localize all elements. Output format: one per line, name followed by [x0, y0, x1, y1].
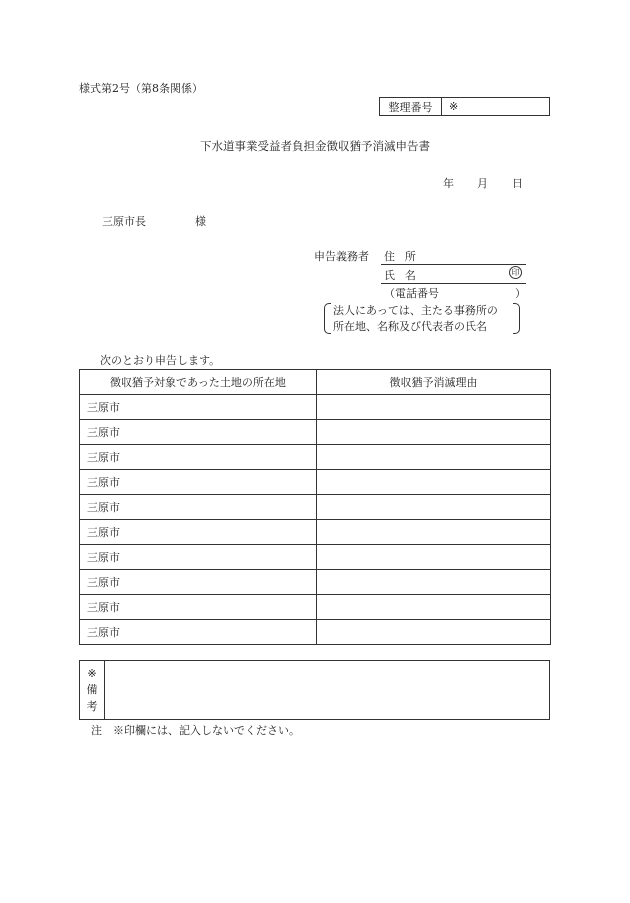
address-label: 住所	[384, 250, 426, 263]
document-title: 下水道事業受益者負担金徴収猶予消滅申告書	[200, 139, 430, 153]
location-cell[interactable]: 三原市	[80, 620, 317, 645]
declarant-label: 申告義務者	[314, 250, 369, 263]
name-label: 氏名	[384, 269, 426, 282]
table-row	[80, 520, 551, 545]
location-cell[interactable]: 三原市	[80, 445, 317, 470]
table-row	[80, 420, 551, 445]
footnote: 注 ※印欄には、記入しないでください。	[91, 724, 300, 737]
intro-text: 次のとおり申告します。	[100, 354, 221, 367]
table-row	[80, 470, 551, 495]
location-cell[interactable]: 三原市	[80, 420, 317, 445]
table-row	[80, 570, 551, 595]
corp-note-bracket-right	[513, 303, 520, 334]
reference-number-box	[379, 97, 550, 116]
reason-cell[interactable]	[317, 445, 551, 470]
remarks-mark: ※	[87, 667, 97, 681]
table-row	[80, 620, 551, 645]
table-row	[80, 495, 551, 520]
seal-mark: 印	[509, 266, 522, 279]
location-cell[interactable]: 三原市	[80, 395, 317, 420]
reference-number-value: ※	[449, 100, 459, 113]
corp-note-line-1: 法人にあっては、主たる事務所の	[333, 304, 498, 317]
date-year-label: 年	[443, 177, 454, 190]
remarks-char-2: 考	[86, 699, 98, 713]
reason-cell[interactable]	[317, 570, 551, 595]
table-row	[80, 545, 551, 570]
location-cell[interactable]: 三原市	[80, 520, 317, 545]
location-cell[interactable]: 三原市	[80, 545, 317, 570]
table-header-row	[80, 370, 551, 395]
reference-number-label: 整理番号	[380, 98, 442, 115]
table-row	[80, 445, 551, 470]
date-month-label: 月	[477, 177, 488, 190]
reason-cell[interactable]	[317, 420, 551, 445]
reason-cell[interactable]	[317, 520, 551, 545]
header-location: 徴収猶予対象であった土地の所在地	[80, 370, 317, 395]
location-cell[interactable]: 三原市	[80, 570, 317, 595]
reason-cell[interactable]	[317, 395, 551, 420]
table-row	[80, 395, 551, 420]
header-reason: 徴収猶予消滅理由	[317, 370, 551, 395]
corp-note-line-2: 所在地、名称及び代表者の氏名	[333, 320, 487, 333]
address-line	[381, 264, 526, 265]
location-cell[interactable]: 三原市	[80, 470, 317, 495]
form-number: 様式第2号（第8条関係）	[79, 82, 203, 95]
reason-cell[interactable]	[317, 595, 551, 620]
phone-close-paren: ）	[515, 287, 526, 300]
addressee-name: 三原市長	[102, 215, 146, 228]
name-line	[381, 283, 526, 284]
deferral-table	[79, 369, 551, 645]
reason-cell[interactable]	[317, 495, 551, 520]
remarks-label	[80, 661, 105, 719]
location-cell[interactable]: 三原市	[80, 495, 317, 520]
table-row	[80, 595, 551, 620]
remarks-box[interactable]	[79, 660, 550, 720]
addressee-honorific: 様	[195, 215, 206, 228]
reason-cell[interactable]	[317, 620, 551, 645]
phone-label: （電話番号	[384, 287, 439, 300]
remarks-char-1: 備	[86, 683, 98, 697]
reason-cell[interactable]	[317, 545, 551, 570]
reason-cell[interactable]	[317, 470, 551, 495]
location-cell[interactable]: 三原市	[80, 595, 317, 620]
corp-note-bracket-left	[324, 303, 331, 334]
date-day-label: 日	[512, 177, 523, 190]
